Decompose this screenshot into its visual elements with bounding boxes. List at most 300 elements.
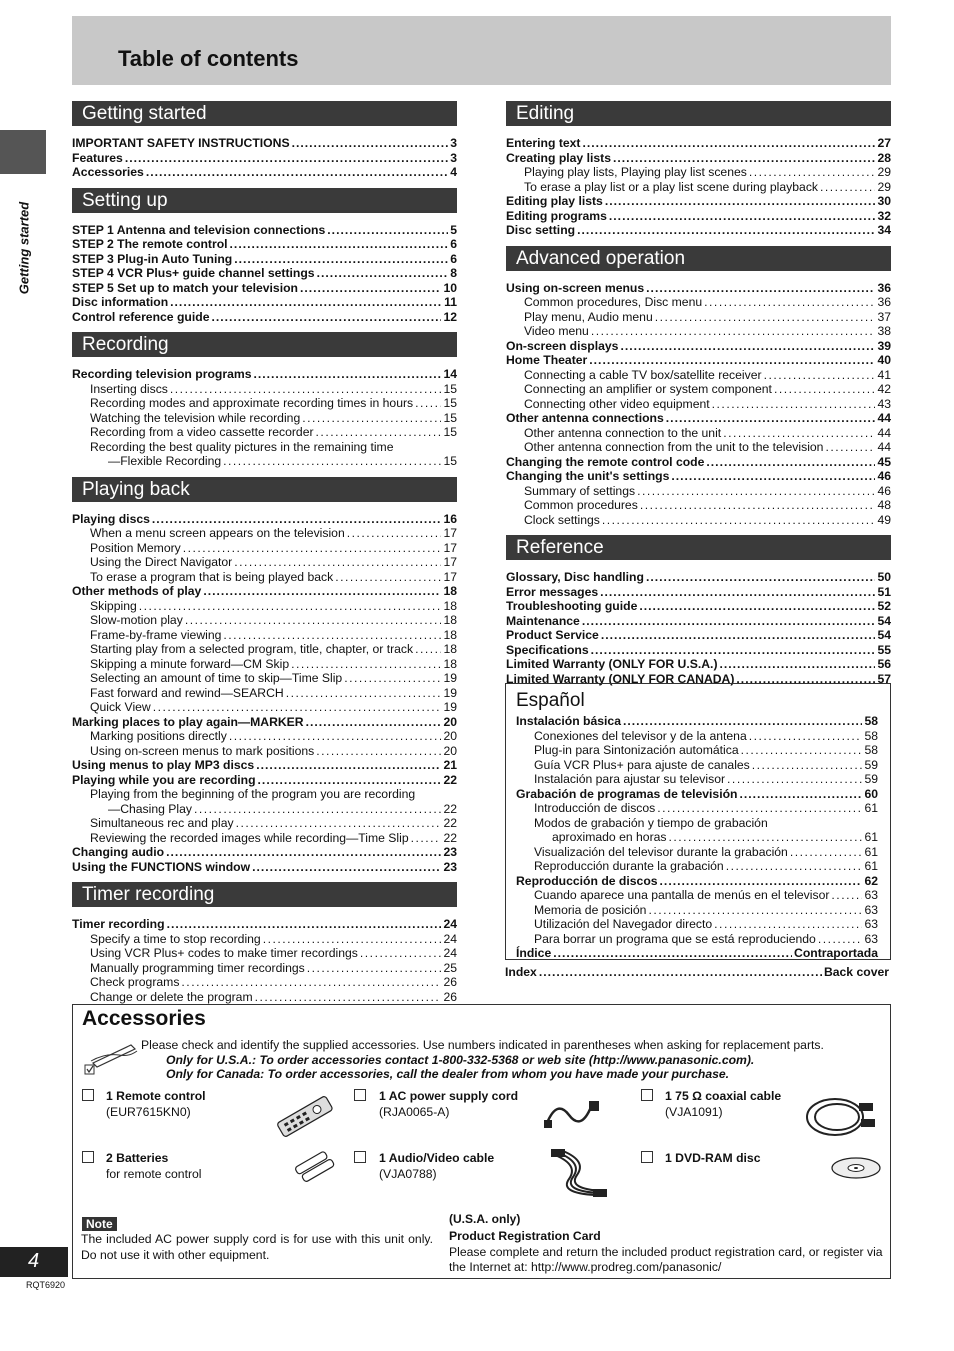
coaxial-cable-icon — [799, 1089, 883, 1145]
toc-entry[interactable] — [72, 932, 457, 947]
leader-dots — [601, 628, 876, 643]
toc-entry-label: Using menus to play MP3 discs — [72, 758, 255, 772]
leader-dots — [139, 599, 442, 614]
toc-section — [506, 535, 891, 686]
toc-entry-page: 59 — [864, 772, 878, 786]
toc-entry[interactable] — [72, 252, 457, 267]
accessories-box — [72, 1004, 891, 1279]
toc-entry-page: 58 — [864, 714, 878, 728]
toc-entry[interactable] — [72, 729, 457, 744]
toc-entry-continued[interactable]: Modos de grabación y tiempo de grabación — [534, 815, 768, 830]
toc-entry-page: 15 — [443, 381, 457, 396]
checkbox[interactable] — [354, 1151, 366, 1163]
toc-entry[interactable] — [506, 353, 891, 368]
toc-entry[interactable] — [506, 281, 891, 296]
toc-entry[interactable] — [506, 498, 891, 513]
toc-entry-page: 49 — [877, 512, 891, 527]
leader-dots — [637, 484, 875, 499]
toc-entry-page: 15 — [443, 396, 457, 410]
leader-dots — [185, 613, 442, 628]
toc-entry-page: 14 — [443, 367, 457, 381]
toc-entry[interactable] — [72, 613, 457, 628]
toc-entry-page: 58 — [864, 728, 878, 743]
toc-entry-continued[interactable]: Playing from the beginning of the program you are recording — [90, 787, 416, 801]
leader-dots — [194, 802, 441, 817]
toc-list — [72, 512, 457, 875]
toc-entry[interactable] — [72, 584, 457, 599]
toc-entry-label: Timer recording — [72, 917, 165, 931]
leader-dots — [790, 845, 863, 860]
accessory-text — [379, 1150, 494, 1182]
leader-dots — [170, 295, 442, 310]
toc-entry[interactable] — [72, 367, 457, 382]
leader-dots — [714, 917, 862, 932]
toc-entry-label: Other antenna connections — [506, 411, 664, 425]
leader-dots — [292, 136, 449, 151]
toc-entry[interactable] — [516, 801, 878, 816]
toc-entry-label: Recording television programs — [72, 367, 252, 381]
toc-entry-page: 25 — [443, 960, 457, 975]
leader-dots — [704, 295, 875, 310]
leader-dots — [360, 946, 442, 961]
toc-entry-page: 21 — [443, 758, 457, 772]
toc-entry-page: 29 — [877, 179, 891, 194]
leader-dots — [291, 657, 441, 672]
checkbox[interactable] — [641, 1089, 653, 1101]
toc-entry-page: 41 — [877, 367, 891, 382]
toc-entry[interactable] — [516, 932, 878, 947]
leader-dots — [415, 642, 441, 657]
leader-dots — [591, 324, 876, 339]
leader-dots — [327, 223, 448, 238]
toc-entry-page: 16 — [443, 511, 457, 526]
checkbox[interactable] — [641, 1151, 653, 1163]
toc-entry[interactable] — [72, 946, 457, 961]
toc-entry-label: Using the FUNCTIONS window — [72, 859, 251, 874]
leader-dots — [831, 888, 862, 903]
toc-entry-page: 20 — [443, 729, 457, 743]
toc-entry-label: Playing play lists, Playing play list scenes — [524, 165, 747, 179]
toc-entry-page: 44 — [877, 425, 891, 440]
accessory-item — [354, 1089, 366, 1105]
leader-dots — [749, 729, 863, 744]
toc-entry[interactable] — [72, 295, 457, 310]
toc-entry-label: Limited Warranty (ONLY FOR CANADA) — [506, 671, 735, 686]
toc-entry-page: 29 — [877, 165, 891, 179]
checkbox[interactable] — [82, 1089, 94, 1101]
toc-entry-page: 43 — [877, 396, 891, 411]
toc-entry-page: 46 — [877, 483, 891, 498]
leader-dots — [223, 454, 441, 469]
index-label: Index — [505, 965, 537, 979]
toc-entry[interactable] — [506, 599, 891, 614]
toc-entry[interactable] — [506, 440, 891, 455]
toc-entry-label: Recording from a video cassette recorder — [90, 425, 314, 439]
leader-dots — [648, 903, 862, 918]
accessory-text — [106, 1150, 202, 1182]
toc-entry[interactable] — [506, 469, 891, 484]
toc-entry-label: Control reference guide — [72, 309, 210, 324]
espanol-box — [505, 683, 891, 960]
toc-list — [506, 136, 891, 238]
toc-entry[interactable] — [506, 484, 891, 499]
toc-entry[interactable] — [516, 859, 878, 874]
toc-entry[interactable] — [72, 744, 457, 759]
toc-entry-label: Instalación básica — [516, 714, 621, 728]
toc-entry[interactable] — [516, 772, 878, 787]
toc-entry-page: 22 — [443, 816, 457, 830]
toc-entry[interactable] — [506, 585, 891, 600]
leader-dots — [591, 643, 876, 658]
toc-entry-label: Cuando aparece una pantalla de menús en el televisor — [534, 888, 830, 902]
toc-entry[interactable] — [516, 917, 878, 932]
toc-entry[interactable] — [506, 324, 891, 339]
toc-entry[interactable] — [72, 570, 457, 585]
toc-entry-label: Product Service — [506, 628, 599, 642]
toc-entry[interactable] — [72, 816, 457, 831]
toc-entry[interactable] — [516, 758, 878, 773]
leader-dots — [712, 397, 876, 412]
toc-entry-page: 19 — [443, 700, 457, 714]
leader-dots — [146, 165, 448, 180]
toc-entry[interactable] — [72, 686, 457, 701]
toc-entry[interactable] — [72, 136, 457, 151]
leader-dots — [307, 961, 442, 976]
toc-entry[interactable] — [72, 541, 457, 556]
toc-entry-page: 18 — [443, 598, 457, 613]
toc-entry-page: 57 — [877, 671, 891, 686]
accessory-item — [354, 1151, 366, 1167]
toc-entry[interactable] — [72, 411, 457, 426]
leader-dots — [820, 180, 875, 195]
toc-entry[interactable] — [506, 455, 891, 470]
toc-entry[interactable] — [506, 643, 891, 658]
checkbox[interactable] — [82, 1151, 94, 1163]
toc-entry[interactable] — [72, 917, 457, 932]
toc-entry-label: Guía VCR Plus+ para ajuste de canales — [534, 757, 750, 772]
leader-dots — [660, 874, 863, 889]
toc-entry[interactable] — [72, 860, 457, 875]
toc-entry[interactable] — [506, 570, 891, 585]
toc-entry-page: 37 — [877, 309, 891, 324]
toc-entry-page: 62 — [864, 873, 878, 888]
toc-entry-page: 26 — [443, 989, 457, 1004]
toc-entry[interactable] — [506, 310, 891, 325]
toc-entry[interactable] — [72, 151, 457, 166]
accessory-text — [379, 1088, 518, 1120]
leader-dots — [553, 946, 792, 961]
toc-entry-label: To erase a program that is being played back — [90, 569, 334, 584]
toc-entry[interactable] — [506, 628, 891, 643]
toc-entry-page: 52 — [877, 599, 891, 613]
toc-entry[interactable] — [506, 151, 891, 166]
toc-entry[interactable] — [72, 845, 457, 860]
toc-entry-label: Changing audio — [72, 845, 165, 859]
toc-entry[interactable] — [506, 382, 891, 397]
toc-entry-label: Specifications — [506, 642, 589, 657]
toc-entry-label: On-screen displays — [506, 338, 619, 353]
toc-section — [72, 882, 457, 1004]
accessories-intro: Please check and identify the supplied accessories. Use numbers indicated in parentheses when asking for replacement parts. — [141, 1038, 824, 1052]
toc-entry-page: 17 — [443, 526, 457, 540]
toc-entry-label: Using VCR Plus+ codes to make timer recordings — [90, 946, 358, 960]
toc-entry[interactable] — [72, 425, 457, 440]
toc-entry[interactable] — [506, 209, 891, 224]
leader-dots — [316, 744, 441, 759]
toc-section — [72, 188, 457, 325]
toc-entry[interactable] — [506, 136, 891, 151]
toc-entry-page: 11 — [444, 295, 457, 309]
toc-entry[interactable] — [506, 223, 891, 238]
toc-entry[interactable] — [72, 990, 457, 1005]
toc-entry[interactable] — [516, 874, 878, 889]
leader-dots — [657, 801, 862, 816]
toc-entry[interactable] — [72, 700, 457, 715]
espanol-heading: Español — [516, 690, 585, 711]
toc-entry-page: 48 — [877, 498, 891, 512]
toc-entry-page: 34 — [877, 223, 891, 237]
toc-entry[interactable] — [506, 339, 891, 354]
toc-entry[interactable] — [506, 426, 891, 441]
toc-entry[interactable] — [506, 180, 891, 195]
toc-entry-label: STEP 3 Plug-in Auto Tuning — [72, 251, 233, 266]
leader-dots — [234, 555, 441, 570]
toc-entry[interactable] — [72, 802, 457, 817]
leader-dots — [582, 614, 876, 629]
leader-dots — [181, 975, 441, 990]
toc-entry-label: Manually programming timer recordings — [90, 960, 305, 975]
toc-entry-label: Editing programs — [506, 208, 607, 223]
toc-entry-label: Video menu — [524, 324, 589, 338]
accessory-name: 1 AC power supply cord — [379, 1089, 519, 1103]
toc-entry-label: aproximado en horas — [552, 830, 667, 844]
toc-entry[interactable] — [506, 165, 891, 180]
toc-entry-label: Changing the unit's settings — [506, 469, 670, 483]
toc-entry-page: 15 — [443, 454, 457, 468]
toc-entry[interactable] — [72, 555, 457, 570]
toc-entry[interactable] — [516, 845, 878, 860]
toc-section — [72, 332, 457, 469]
toc-entry[interactable] — [72, 642, 457, 657]
toc-entry-page: 17 — [443, 540, 457, 555]
toc-entry[interactable] — [72, 831, 457, 846]
leader-dots — [726, 859, 863, 874]
toc-entry[interactable] — [72, 237, 457, 252]
accessories-usa-line: Only for U.S.A.: To order accessories contact 1-800-332-5368 or web site (http://www.panasonic.com). — [166, 1053, 755, 1067]
toc-list — [506, 281, 891, 528]
toc-entry[interactable] — [506, 614, 891, 629]
toc-entry-page: 54 — [877, 613, 891, 628]
toc-entry-label: STEP 5 Set up to match your television — [72, 280, 298, 295]
accessory-item — [82, 1151, 94, 1167]
toc-entry-page: 22 — [443, 772, 457, 787]
toc-entry-label: Error messages — [506, 584, 599, 599]
leader-dots — [229, 729, 442, 744]
toc-entry[interactable] — [72, 223, 457, 238]
toc-entry-page: 15 — [443, 425, 457, 439]
leader-dots — [666, 411, 876, 426]
toc-entry[interactable] — [72, 599, 457, 614]
toc-entry-label: Creating play lists — [506, 150, 611, 165]
toc-entry-page: 44 — [877, 411, 891, 425]
toc-entry-page: 6 — [450, 237, 457, 251]
accessory-name: 1 Audio/Video cable — [379, 1151, 495, 1165]
toc-entry[interactable] — [72, 657, 457, 672]
leader-dots — [609, 209, 876, 224]
toc-entry-label: Specify a time to stop recording — [90, 931, 261, 946]
leader-dots — [639, 599, 875, 614]
toc-entry[interactable] — [72, 281, 457, 296]
toc-entry-label: Troubleshooting guide — [506, 599, 638, 613]
toc-entry-page: 59 — [864, 757, 878, 772]
toc-entry[interactable] — [506, 368, 891, 383]
toc-entry-continued[interactable]: Recording the best quality pictures in the remaining time — [90, 439, 394, 454]
toc-list — [72, 136, 457, 180]
toc-entry[interactable] — [506, 194, 891, 209]
accessory-item — [641, 1151, 653, 1167]
leader-dots — [230, 237, 449, 252]
leader-dots — [335, 570, 441, 585]
toc-entry-label: Common procedures, Disc menu — [524, 295, 703, 309]
toc-entry-label: Selecting an amount of time to skip—Time Slip — [90, 671, 343, 685]
leader-dots — [223, 628, 441, 643]
toc-entry[interactable] — [72, 266, 457, 281]
toc-entry[interactable] — [72, 715, 457, 730]
toc-entry-page: 63 — [864, 902, 878, 917]
toc-entry-page: 24 — [443, 931, 457, 946]
leader-dots — [720, 657, 876, 672]
toc-entry[interactable] — [516, 903, 878, 918]
toc-entry[interactable] — [72, 961, 457, 976]
toc-entry[interactable] — [516, 888, 878, 903]
batteries-icon — [293, 1151, 339, 1183]
toc-section — [72, 101, 457, 180]
toc-entry[interactable] — [72, 526, 457, 541]
accessory-name: 1 75 Ω coaxial cable — [665, 1089, 782, 1103]
toc-entry-page: 22 — [443, 830, 457, 845]
leader-dots — [411, 831, 442, 846]
toc-entry[interactable] — [72, 396, 457, 411]
toc-entry[interactable] — [72, 310, 457, 325]
toc-entry[interactable] — [506, 513, 891, 528]
toc-list — [506, 570, 891, 686]
accessory-text — [665, 1088, 781, 1120]
toc-entry-page: 61 — [864, 830, 878, 844]
toc-entry[interactable] — [516, 787, 878, 802]
toc-entry-page: 5 — [450, 222, 457, 237]
leader-dots — [583, 136, 876, 151]
registration-text: Please complete and return the included product registration card, or register via the Internet at: http://www.prodreg.com/panasonic/ — [449, 1245, 883, 1274]
toc-entry[interactable] — [516, 714, 878, 729]
toc-entry[interactable] — [506, 295, 891, 310]
toc-entry[interactable] — [516, 946, 878, 961]
leader-dots — [671, 469, 875, 484]
toc-section — [72, 477, 457, 875]
checkbox[interactable] — [354, 1089, 366, 1101]
toc-entry[interactable] — [506, 657, 891, 672]
toc-entry-page: 61 — [864, 844, 878, 859]
leader-dots — [253, 367, 441, 382]
leader-dots — [166, 845, 441, 860]
toc-entry-label: Inserting discs — [90, 381, 168, 396]
accessory-name: 2 Batteries — [106, 1151, 169, 1165]
toc-entry-label: Instalación para ajustar su televisor — [534, 772, 726, 786]
leader-dots — [669, 830, 863, 845]
toc-entry-label: —Chasing Play — [108, 801, 192, 816]
toc-entry[interactable] — [72, 454, 457, 469]
toc-entry-page: 61 — [864, 801, 878, 815]
toc-entry[interactable] — [72, 628, 457, 643]
toc-entry[interactable] — [72, 773, 457, 788]
toc-entry[interactable] — [72, 975, 457, 990]
toc-entry-label: Maintenance — [506, 613, 580, 628]
leader-dots — [125, 151, 448, 166]
toc-entry-page: 20 — [443, 743, 457, 758]
toc-entry-page: 61 — [864, 859, 878, 873]
toc-entry[interactable] — [72, 512, 457, 527]
toc-entry-label: Change or delete the program — [90, 989, 253, 1004]
toc-entry[interactable] — [516, 743, 878, 758]
toc-entry-label: Reviewing the recorded images while recording—Time Slip — [90, 830, 409, 845]
leader-dots — [153, 700, 442, 715]
toc-entry[interactable] — [516, 830, 878, 845]
leader-dots — [646, 570, 876, 585]
toc-entry-label: Editing play lists — [506, 194, 603, 208]
toc-entry-label: Playing discs — [72, 511, 150, 526]
leader-dots — [415, 396, 441, 411]
toc-entry-page: 56 — [877, 657, 891, 671]
index-entry[interactable] — [505, 965, 889, 980]
toc-entry[interactable] — [516, 729, 878, 744]
accessory-name: 1 Remote control — [106, 1089, 206, 1103]
leader-dots — [302, 411, 441, 426]
leader-dots — [316, 425, 442, 440]
toc-entry-label: Grabación de programas de televisión — [516, 786, 738, 801]
toc-entry-page: 42 — [877, 382, 891, 396]
leader-dots — [655, 310, 876, 325]
accessory-detail: (EUR7615KN0) — [106, 1105, 191, 1119]
toc-entry[interactable] — [72, 758, 457, 773]
toc-entry-label: Using on-screen menus — [506, 280, 645, 295]
leader-dots — [623, 714, 862, 729]
accessory-item — [82, 1089, 94, 1105]
toc-entry-label: Other methods of play — [72, 584, 202, 598]
toc-entry[interactable] — [506, 397, 891, 412]
toc-entry-label: Fast forward and rewind—SEARCH — [90, 685, 284, 700]
toc-entry[interactable] — [72, 671, 457, 686]
toc-entry-page: Contraportada — [794, 946, 878, 960]
toc-entry-label: Utilización del Navegador directo — [534, 917, 713, 931]
section-heading: Setting up — [72, 188, 457, 213]
toc-entry-label: Connecting an amplifier or system component — [524, 382, 772, 396]
leader-dots — [640, 498, 876, 513]
toc-entry-page: 8 — [450, 266, 457, 280]
toc-entry[interactable] — [506, 411, 891, 426]
toc-entry-label: Summary of settings — [524, 483, 636, 498]
leader-dots — [577, 223, 875, 238]
leader-dots — [347, 526, 442, 541]
toc-entry-page: 36 — [877, 295, 891, 309]
toc-section — [506, 101, 891, 238]
leader-dots — [203, 584, 441, 599]
toc-entry-label: Using the Direct Navigator — [90, 555, 233, 569]
toc-entry-label: Home Theater — [506, 353, 588, 367]
toc-entry[interactable] — [72, 382, 457, 397]
toc-entry-label: Slow-motion play — [90, 613, 183, 627]
disc-icon — [829, 1155, 883, 1181]
toc-entry[interactable] — [72, 165, 457, 180]
toc-entry-page: 3 — [450, 150, 457, 165]
